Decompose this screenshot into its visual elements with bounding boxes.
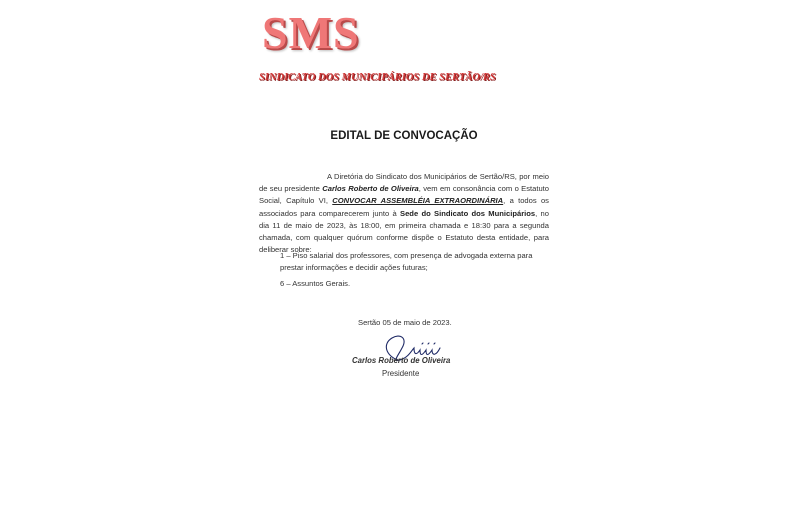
organization-name: SINDICATO DOS MUNICIPÁRIOS DE SERTÃO/RS — [259, 72, 496, 83]
signer-role: Presidente — [382, 369, 420, 378]
venue-name: Sede do Sindicato dos Municipários — [400, 208, 536, 218]
place-and-date: Sertão 05 de maio de 2023. — [358, 318, 452, 327]
sms-logo: SMS — [262, 7, 360, 58]
convocation-phrase: CONVOCAR ASSEMBLÉIA EXTRAORDINÁRIA — [332, 196, 504, 206]
document-title: EDITAL DE CONVOCAÇÃO — [330, 130, 478, 142]
paragraph-text-4: , no dia 11 de maio de 2023, às 18:00, em primeira chamada e 18:30 para a segunda chamada, com qualquer quórum conforme dispõe o Estatuto desta entidade, para deliberar sobre: — [259, 208, 549, 255]
paragraph-text-3: , a todos os associados para comparecerem junto à — [259, 196, 549, 218]
paragraph-text-1: A Diretória do Sindicato dos Municipários de Sertão/RS, por meio de seu presidente — [259, 172, 549, 194]
signer-name: Carlos Roberto de Oliveira — [352, 356, 451, 365]
agenda-item: 6 – Assuntos Gerais. — [280, 279, 351, 288]
agenda-item: 1 – Piso salarial dos professores, com presença de advogada externa para prestar informações e decidir ações futuras; — [280, 251, 533, 273]
convocation-paragraph — [259, 171, 549, 256]
paragraph-text-2: , vem em consonância com o Estatuto Social, Capítulo VI, — [259, 184, 550, 206]
president-name: Carlos Roberto de Oliveira — [322, 184, 419, 194]
